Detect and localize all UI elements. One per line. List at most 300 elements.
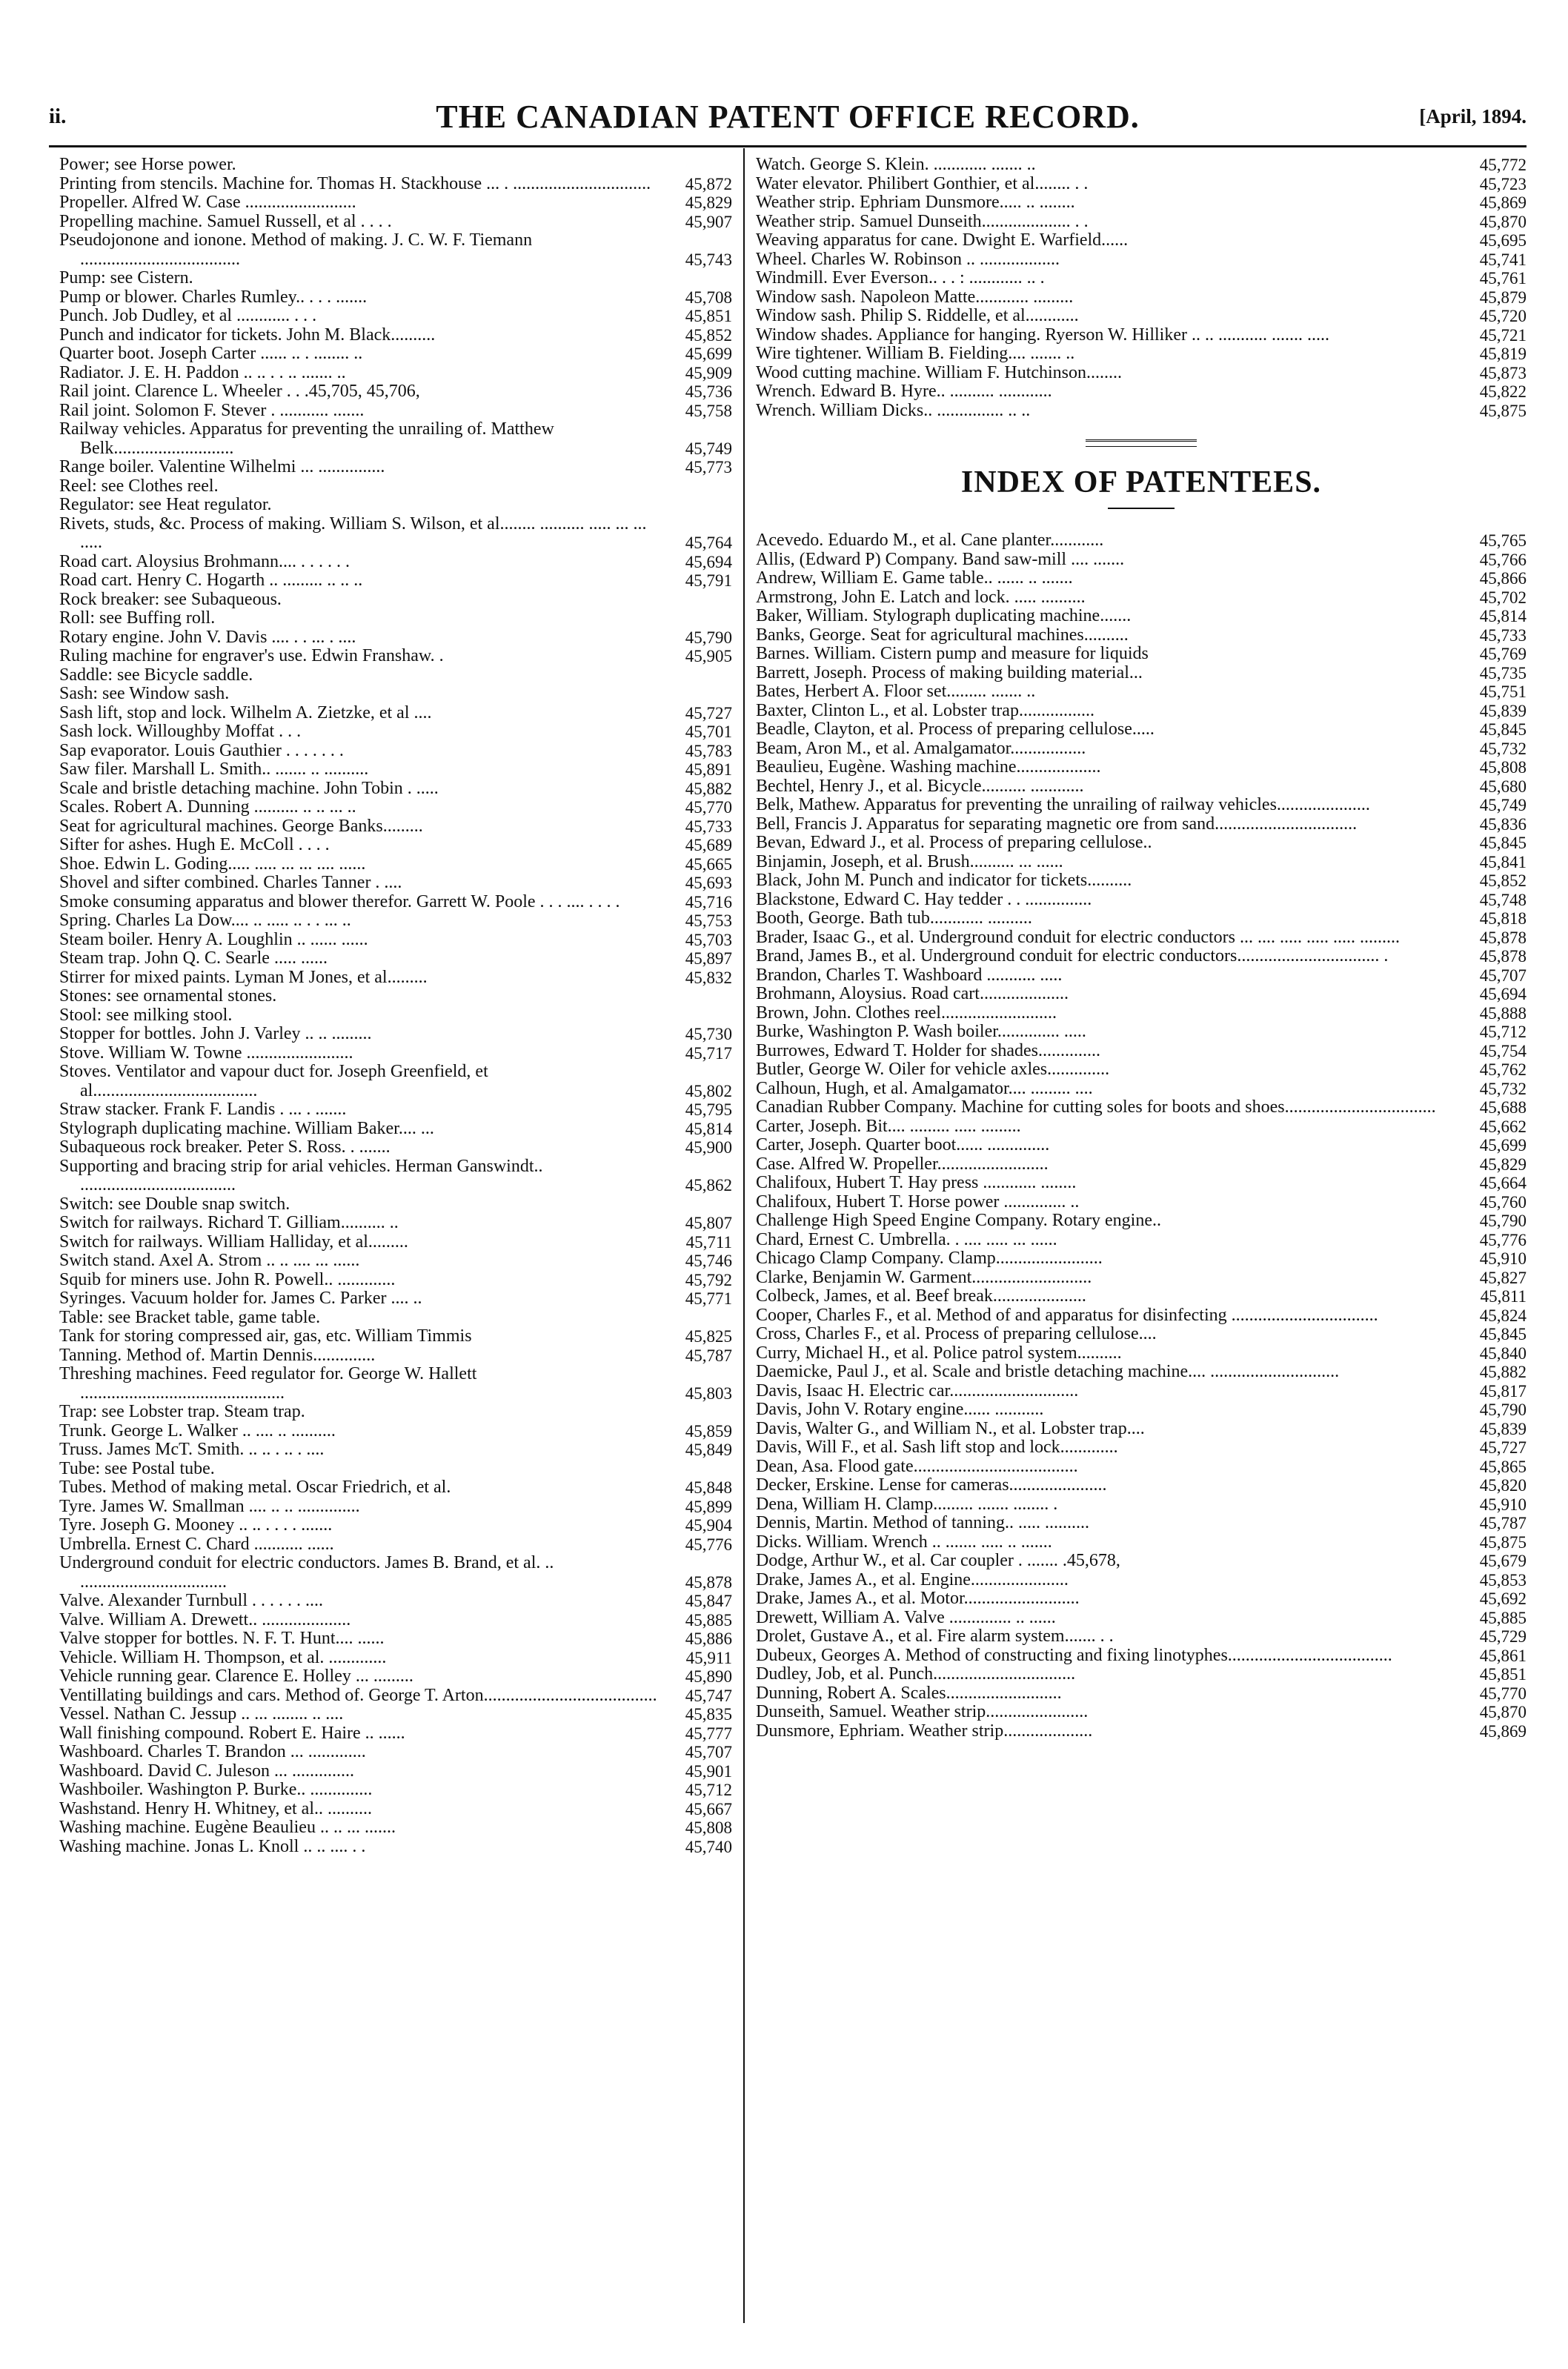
entry-text: Banks, George. Seat for agricultural machines.......... — [756, 625, 1129, 645]
patent-number: 45,836 — [1479, 814, 1527, 834]
entry-text: Wrench. Edward B. Hyre.. .......... ............ — [756, 382, 1052, 401]
index-entry — [59, 1838, 732, 1857]
entry-text: Steam boiler. Henry A. Loughlin .. ...... ...... — [59, 930, 368, 949]
index-entry — [756, 1080, 1527, 1099]
patent-number: 45,769 — [1479, 645, 1527, 663]
patent-number: 45,701 — [685, 722, 732, 741]
entry-text: Tank for storing compressed air, gas, etc. William Timmis — [59, 1327, 472, 1346]
entry-text: Armstrong, John E. Latch and lock. ..... .......... — [756, 588, 1086, 607]
index-entry — [756, 1647, 1527, 1666]
patent-number: 45,865 — [1479, 1457, 1527, 1476]
entry-text: Davis, Isaac H. Electric car............................. — [756, 1381, 1079, 1401]
patent-number: 45,879 — [1479, 288, 1527, 307]
patent-number: 45,849 — [685, 1441, 732, 1459]
patent-number: 45,829 — [685, 193, 732, 212]
index-entry — [59, 515, 732, 553]
entry-text: Burrowes, Edward T. Holder for shades.............. — [756, 1041, 1101, 1060]
index-entry — [59, 931, 732, 950]
patent-number: 45,753 — [685, 911, 732, 930]
subject-index-continued — [756, 156, 1527, 420]
index-entry — [59, 1025, 732, 1044]
index-entry — [756, 720, 1527, 740]
patent-number: 45,749 — [685, 439, 732, 458]
index-entry — [59, 1365, 732, 1403]
index-entry — [59, 1309, 732, 1328]
patent-number: 45,729 — [1479, 1627, 1527, 1646]
entry-text: Propelling machine. Samuel Russell, et al . . . . — [59, 212, 392, 231]
index-entry — [59, 1629, 732, 1649]
index-entry — [59, 382, 732, 402]
patent-number: 45,772 — [1479, 156, 1527, 174]
entry-text: Binjamin, Joseph, et al. Brush.......... ... ...... — [756, 852, 1063, 871]
index-entry — [59, 175, 732, 194]
index-entry — [756, 1231, 1527, 1250]
entry-text: Shovel and sifter combined. Charles Tanner . .... — [59, 874, 402, 892]
index-entry — [59, 855, 732, 874]
index-entry — [59, 364, 732, 383]
header-rule — [49, 145, 1527, 147]
index-entry — [59, 156, 732, 175]
index-entry — [59, 1289, 732, 1309]
entry-text: Dudley, Job, et al. Punch................................ — [756, 1665, 1076, 1684]
index-entry — [59, 1403, 732, 1422]
entry-text: Davis, Walter G., and William N., et al. Lobster trap.... — [756, 1419, 1145, 1438]
patent-number: 45,733 — [685, 817, 732, 836]
index-entry — [756, 1458, 1527, 1477]
index-entry — [756, 1117, 1527, 1137]
entry-text: Reel: see Clothes reel. — [59, 476, 219, 496]
patent-number: 45,814 — [1479, 607, 1527, 625]
index-entry — [756, 607, 1527, 626]
patent-number: 45,802 — [685, 1081, 732, 1100]
index-entry — [756, 345, 1527, 364]
index-entry — [59, 1063, 732, 1100]
patent-number: 45,790 — [1479, 1401, 1527, 1419]
entry-text: Davis, John V. Rotary engine...... ........... — [756, 1401, 1044, 1419]
patent-number: 45,807 — [685, 1214, 732, 1232]
index-entry — [59, 1138, 732, 1157]
index-entry — [59, 1214, 732, 1233]
entry-text: Window shades. Appliance for hanging. Ryerson W. Hilliker .. .. ........... ....... ..... — [756, 325, 1329, 345]
index-entry — [59, 326, 732, 345]
index-entry — [756, 1212, 1527, 1231]
patent-number: 45,787 — [1479, 1514, 1527, 1532]
entry-text: Butler, George W. Oiler for vehicle axles.............. — [756, 1060, 1110, 1079]
index-entry — [59, 1100, 732, 1120]
patent-number: 45,754 — [1479, 1041, 1527, 1060]
index-entry — [59, 269, 732, 288]
entry-text: Roll: see Buffing roll. — [59, 609, 216, 628]
index-entry — [756, 1722, 1527, 1741]
patent-number: 45,707 — [685, 1743, 732, 1761]
index-entry — [59, 1800, 732, 1819]
index-entry — [756, 551, 1527, 570]
entry-text: Tyre. James W. Smallman .... .. .. .............. — [59, 1497, 360, 1516]
patent-number: 45,824 — [1479, 1306, 1527, 1325]
index-entry — [59, 1044, 732, 1063]
index-entry — [756, 985, 1527, 1004]
entry-text: Switch: see Double snap switch. — [59, 1195, 290, 1214]
entry-text: Seat for agricultural machines. George Banks......... — [59, 817, 423, 836]
patent-number: 45,873 — [1479, 363, 1527, 382]
entry-text: Brader, Isaac G., et al. Underground conduit for electric conductors ... .... ..... ..... ..... ......... — [756, 928, 1401, 947]
index-entry — [59, 1460, 732, 1479]
patent-number: 45,662 — [1479, 1117, 1527, 1136]
patent-number: 45,762 — [1479, 1060, 1527, 1079]
entry-text: Case. Alfred W. Propeller......................... — [756, 1154, 1049, 1174]
index-entry — [756, 156, 1527, 175]
entry-text: Squib for miners use. John R. Powell.. ............. — [59, 1270, 396, 1289]
patent-number: 45,708 — [685, 288, 732, 307]
entry-text: Switch for railways. William Halliday, et al......... — [59, 1232, 408, 1252]
entry-text: Table: see Bracket table, game table. — [59, 1308, 321, 1327]
entry-text: Washboard. Charles T. Brandon ... ............. — [59, 1743, 366, 1761]
right-column — [756, 156, 1527, 1741]
index-entry — [756, 1174, 1527, 1193]
entry-text: Stopper for bottles. John J. Varley .. .. ......... — [59, 1025, 372, 1043]
entry-text: Pseudojonone and ionone. Method of making. J. C. W. F. Tiemann .................................... — [59, 231, 533, 269]
entry-text: Belk, Mathew. Apparatus for preventing the unrailing of railway vehicles..................... — [756, 796, 1370, 814]
index-entry — [59, 420, 732, 458]
index-entry — [59, 1327, 732, 1346]
index-entry — [756, 269, 1527, 288]
entry-text: Dunning, Robert A. Scales.......................... — [756, 1684, 1062, 1703]
index-entry — [756, 1609, 1527, 1628]
entry-text: Washboiler. Washington P. Burke.. .............. — [59, 1781, 373, 1799]
entry-text: Daemicke, Paul J., et al. Scale and bristle detaching machine.... ............................. — [756, 1363, 1340, 1381]
index-entry — [59, 722, 732, 742]
index-entry — [756, 1004, 1527, 1023]
entry-text: Spring. Charles La Dow.... .. ..... .. . . ... .. — [59, 911, 351, 930]
entry-text: Propeller. Alfred W. Case ......................... — [59, 193, 356, 212]
index-entry — [756, 231, 1527, 250]
entry-text: Vehicle. William H. Thompson, et al. ............. — [59, 1648, 387, 1667]
entry-text: Weather strip. Samuel Dunseith.................... . . — [756, 212, 1089, 231]
patent-number: 45,814 — [685, 1119, 732, 1138]
entry-text: Smoke consuming apparatus and blower therefor. Garrett W. Poole . . . .... . . . . — [59, 892, 620, 911]
patent-number: 45,869 — [1479, 193, 1527, 212]
index-entry — [756, 891, 1527, 910]
page-number: ii. — [49, 104, 67, 128]
patent-number: 45,847 — [685, 1592, 732, 1610]
patent-number: 45,727 — [1479, 1438, 1527, 1457]
section-divider — [1086, 439, 1197, 447]
index-entry — [756, 1703, 1527, 1722]
entry-text: Switch for railways. Richard T. Gilliam.......... .. — [59, 1214, 399, 1232]
entry-text: Rail joint. Solomon F. Stever . ........... ....... — [59, 401, 365, 420]
index-entry — [756, 1363, 1527, 1382]
entry-text: Stirrer for mixed paints. Lyman M Jones, et al......... — [59, 968, 428, 987]
patent-number: 45,820 — [1479, 1476, 1527, 1495]
index-entry — [59, 1592, 732, 1611]
entry-text: Chard, Ernest C. Umbrella. . .... ..... ... ...... — [756, 1230, 1057, 1249]
entry-text: Tubes. Method of making metal. Oscar Friedrich, et al. — [59, 1478, 451, 1497]
index-entry — [59, 798, 732, 817]
index-entry — [59, 402, 732, 421]
patent-number: 45,910 — [1479, 1249, 1527, 1268]
index-entry — [756, 1136, 1527, 1155]
index-entry — [59, 1818, 732, 1838]
patent-number: 45,875 — [1479, 1532, 1527, 1552]
patent-number: 45,869 — [1479, 1721, 1527, 1741]
patent-number: 45,667 — [685, 1799, 732, 1818]
patent-number: 45,746 — [685, 1252, 732, 1270]
entry-text: Brown, John. Clothes reel.......................... — [756, 1003, 1057, 1023]
patent-number: 45,776 — [685, 1535, 732, 1554]
patent-number: 45,839 — [1479, 701, 1527, 720]
index-entry — [756, 326, 1527, 345]
index-entry — [59, 1554, 732, 1592]
patent-number: 45,901 — [685, 1761, 732, 1781]
patent-number: 45,664 — [1479, 1174, 1527, 1192]
index-entry — [59, 1724, 732, 1744]
patent-number: 45,885 — [685, 1610, 732, 1629]
entry-text: Scale and bristle detaching machine. John Tobin . ..... — [59, 779, 439, 798]
entry-text: Dennis, Martin. Method of tanning.. ..... .......... — [756, 1514, 1089, 1532]
index-entry — [59, 1478, 732, 1498]
index-entry — [59, 1441, 732, 1460]
patent-number: 45,711 — [685, 1232, 732, 1252]
patent-number: 45,870 — [1479, 1703, 1527, 1721]
index-entry — [756, 402, 1527, 421]
patent-number: 45,897 — [685, 949, 732, 968]
entry-text: Chalifoux, Hubert T. Hay press ............ ........ — [756, 1174, 1077, 1192]
patent-number: 45,829 — [1479, 1154, 1527, 1174]
patent-number: 45,764 — [685, 534, 732, 552]
patent-number: 45,882 — [1479, 1363, 1527, 1381]
entry-text: Beadle, Clayton, et al. Process of preparing cellulose..... — [756, 720, 1155, 739]
index-entry — [756, 175, 1527, 194]
patent-number: 45,878 — [1479, 928, 1527, 947]
entry-text: Road cart. Henry C. Hogarth .. ......... .. .. .. — [59, 571, 363, 590]
patent-number: 45,832 — [685, 968, 732, 987]
entry-text: Valve. William A. Drewett.. .................... — [59, 1610, 351, 1629]
entry-text: Vehicle running gear. Clarence E. Holley ... ......... — [59, 1667, 413, 1686]
patent-number: 45,882 — [685, 779, 732, 798]
patent-number: 45,827 — [1479, 1268, 1527, 1287]
entry-text: Cross, Charles F., et al. Process of preparing cellulose.... — [756, 1325, 1157, 1343]
entry-text: Window sash. Philip S. Riddelle, et al............ — [756, 307, 1079, 325]
index-entry — [59, 685, 732, 704]
index-entry — [59, 1233, 732, 1252]
issue-date: [April, 1894. — [1419, 104, 1527, 127]
patent-number: 45,845 — [1479, 720, 1527, 739]
index-entry — [59, 949, 732, 968]
patent-number: 45,727 — [685, 703, 732, 722]
patent-number: 45,743 — [685, 250, 732, 269]
patent-number: 45,819 — [1479, 345, 1527, 363]
patent-number: 45,692 — [1479, 1589, 1527, 1608]
entry-text: Carter, Joseph. Quarter boot...... .............. — [756, 1136, 1050, 1154]
entry-text: Straw stacker. Frank F. Landis . ... . ....... — [59, 1100, 347, 1119]
entry-text: Punch. Job Dudley, et al ............ . . . — [59, 307, 317, 325]
index-entry — [756, 1552, 1527, 1571]
entry-text: Quarter boot. Joseph Carter ...... .. . ........ .. — [59, 345, 363, 363]
patent-number: 45,808 — [685, 1818, 732, 1837]
index-entry — [756, 1495, 1527, 1515]
patent-number: 45,911 — [685, 1648, 732, 1667]
patent-number: 45,688 — [1479, 1098, 1527, 1117]
entry-text: Wood cutting machine. William F. Hutchinson........ — [756, 363, 1123, 382]
patent-number: 45,765 — [1479, 531, 1527, 550]
patent-number: 45,878 — [685, 1572, 732, 1592]
entry-text: Trap: see Lobster trap. Steam trap. — [59, 1403, 305, 1421]
index-entry — [59, 628, 732, 648]
index-entry — [59, 591, 732, 610]
entry-text: Colbeck, James, et al. Beef break..................... — [756, 1287, 1086, 1306]
patent-number: 45,689 — [685, 836, 732, 854]
entry-text: Water elevator. Philibert Gonthier, et al........ . . — [756, 174, 1089, 193]
patent-number: 45,839 — [1479, 1419, 1527, 1438]
entry-text: Rail joint. Clarence L. Wheeler . . .45,705, 45,706, — [59, 382, 420, 401]
index-entry — [756, 626, 1527, 645]
index-entry — [59, 987, 732, 1006]
entry-text: Washboard. David C. Juleson ... .............. — [59, 1761, 355, 1781]
entry-text: Bechtel, Henry J., et al. Bicycle.......... ............ — [756, 777, 1084, 796]
index-entry — [756, 853, 1527, 872]
index-entry — [59, 553, 732, 572]
entry-text: Shoe. Edwin L. Goding..... ..... ... ... .... ...... — [59, 854, 366, 874]
patent-number: 45,766 — [1479, 550, 1527, 569]
patent-number: 45,712 — [1479, 1023, 1527, 1041]
entry-text: Railway vehicles. Apparatus for preventing the unrailing of. Matthew Belk........................... — [59, 420, 554, 458]
entry-text: Andrew, William E. Game table.. ...... .. ....... — [756, 569, 1073, 588]
entry-text: Bevan, Edward J., et al. Process of preparing cellulose.. — [756, 834, 1152, 852]
entry-text: Barnes. William. Cistern pump and measure for liquids — [756, 645, 1149, 663]
entry-text: Window sash. Napoleon Matte............ ......... — [756, 288, 1074, 307]
index-entry — [59, 193, 732, 213]
entry-text: Radiator. J. E. H. Paddon .. .. . . .. ....... .. — [59, 363, 346, 382]
index-entry — [756, 382, 1527, 402]
entry-text: Steam trap. John Q. C. Searle ..... ...... — [59, 949, 328, 968]
entry-text: Calhoun, Hugh, et al. Amalgamator.... ......... .... — [756, 1079, 1093, 1098]
index-entry — [756, 871, 1527, 891]
index-entry — [59, 1687, 732, 1706]
entry-text: Washstand. Henry H. Whitney, et al.. .......... — [59, 1799, 372, 1818]
index-entry — [756, 1382, 1527, 1401]
index-entry — [756, 1571, 1527, 1590]
index-entry — [59, 704, 732, 723]
entry-text: Wheel. Charles W. Robinson .. .................. — [756, 250, 1060, 269]
index-entry — [756, 1476, 1527, 1495]
patent-number: 45,872 — [685, 174, 732, 193]
patent-number: 45,735 — [1479, 663, 1527, 682]
entry-text: Rivets, studs, &c. Process of making. William S. Wilson, et al........ .......... ..... ... ... ..... — [59, 514, 647, 552]
entry-text: Umbrella. Ernest C. Chard ........... ...... — [59, 1535, 334, 1554]
patent-number: 45,852 — [685, 325, 732, 345]
entry-text: Underground conduit for electric conductors. James B. Brand, et al. .. ................................. — [59, 1554, 554, 1592]
patent-number: 45,751 — [1479, 682, 1527, 701]
index-entry — [756, 307, 1527, 326]
patent-number: 45,861 — [1479, 1646, 1527, 1665]
entry-text: Dodge, Arthur W., et al. Car coupler . ....... .45,678, — [756, 1552, 1120, 1570]
patent-number: 45,888 — [1479, 1003, 1527, 1023]
entry-text: Sifter for ashes. Hugh E. McColl . . . . — [59, 836, 330, 854]
index-entry — [59, 288, 732, 308]
entry-text: Saddle: see Bicycle saddle. — [59, 665, 253, 685]
entry-text: Carter, Joseph. Bit.... ......... ..... ......... — [756, 1117, 1021, 1136]
entry-text: Drewett, William A. Valve .............. .. ...... — [756, 1608, 1056, 1627]
index-entry — [756, 682, 1527, 702]
entry-text: Chalifoux, Hubert T. Horse power .............. .. — [756, 1192, 1080, 1212]
patent-number: 45,758 — [685, 401, 732, 420]
entry-text: Bell, Francis J. Apparatus for separating magnetic ore from sand................................ — [756, 814, 1358, 834]
patent-number: 45,702 — [1479, 588, 1527, 607]
index-entry — [59, 307, 732, 326]
patent-number: 45,795 — [685, 1100, 732, 1119]
entry-text: Canadian Rubber Company. Machine for cutting soles for boots and shoes.................................. — [756, 1098, 1436, 1117]
index-entry — [756, 702, 1527, 721]
index-entry — [59, 1649, 732, 1668]
entry-text: Tyre. Joseph G. Mooney .. .. . . . . ....... — [59, 1516, 333, 1535]
patent-number: 45,707 — [1479, 966, 1527, 985]
patent-number: 45,845 — [1479, 1325, 1527, 1343]
patent-number: 45,733 — [1479, 625, 1527, 645]
entry-text: Stoves. Ventilator and vapour duct for. Joseph Greenfield, et al..................................... — [59, 1063, 488, 1100]
index-entry — [756, 1589, 1527, 1609]
entry-text: Weather strip. Ephriam Dunsmore..... .. ........ — [756, 193, 1075, 212]
patent-number: 45,741 — [1479, 250, 1527, 269]
patent-number: 45,818 — [1479, 909, 1527, 928]
entry-text: Supporting and bracing strip for arial vehicles. Herman Ganswindt.. ................................... — [59, 1157, 543, 1195]
index-entry — [59, 1252, 732, 1271]
index-entry — [756, 1325, 1527, 1344]
index-entry — [756, 1344, 1527, 1363]
index-entry — [756, 1533, 1527, 1552]
index-entry — [756, 645, 1527, 664]
index-entry — [59, 1667, 732, 1687]
index-entry — [59, 345, 732, 364]
patent-number: 45,717 — [685, 1043, 732, 1063]
patent-number: 45,899 — [685, 1497, 732, 1516]
patent-number: 45,770 — [1479, 1684, 1527, 1703]
patent-number: 45,900 — [685, 1138, 732, 1157]
patent-number: 45,803 — [685, 1383, 732, 1403]
entry-text: Subaqueous rock breaker. Peter S. Ross. . ....... — [59, 1138, 391, 1157]
patent-number: 45,720 — [1479, 307, 1527, 325]
entry-text: Bates, Herbert A. Floor set......... ....... .. — [756, 682, 1036, 701]
index-entry — [59, 231, 732, 269]
patent-number: 45,909 — [685, 363, 732, 382]
entry-text: Brohmann, Aloysius. Road cart.................... — [756, 985, 1069, 1003]
index-entry — [59, 1743, 732, 1762]
entry-text: Truss. James McT. Smith. .. .. . .. . .... — [59, 1441, 325, 1459]
index-entry — [756, 1155, 1527, 1174]
entry-text: Valve stopper for bottles. N. F. T. Hunt.... ...... — [59, 1629, 385, 1648]
entry-text: Weaving apparatus for cane. Dwight E. Warfield...... — [756, 231, 1129, 250]
index-entry — [756, 1438, 1527, 1458]
entry-text: Wire tightener. William B. Fielding.... ....... .. — [756, 345, 1075, 363]
index-entry — [756, 834, 1527, 853]
entry-text: Allis, (Edward P) Company. Band saw-mill .... ....... — [756, 550, 1125, 569]
patent-number: 45,851 — [685, 307, 732, 325]
entry-text: Pump: see Cistern. — [59, 269, 193, 288]
index-entry — [756, 758, 1527, 777]
index-entry — [59, 571, 732, 591]
index-entry — [59, 1006, 732, 1026]
entry-text: Brandon, Charles T. Washboard ........... ..... — [756, 966, 1063, 985]
entry-text: Acevedo. Eduardo M., et al. Cane planter............ — [756, 531, 1104, 550]
index-entry — [756, 531, 1527, 551]
entry-text: Printing from stencils. Machine for. Thomas H. Stackhouse ... . ............................... — [59, 174, 651, 193]
entry-text: Windmill. Ever Everson.. . . : ............ .. . — [756, 269, 1045, 288]
index-entry — [756, 928, 1527, 948]
patent-number: 45,792 — [685, 1270, 732, 1289]
patent-number: 45,853 — [1479, 1570, 1527, 1589]
entry-text: Beaulieu, Eugène. Washing machine................... — [756, 758, 1101, 777]
entry-text: Tube: see Postal tube. — [59, 1459, 215, 1478]
entry-text: Booth, George. Bath tub............ .......... — [756, 909, 1032, 928]
